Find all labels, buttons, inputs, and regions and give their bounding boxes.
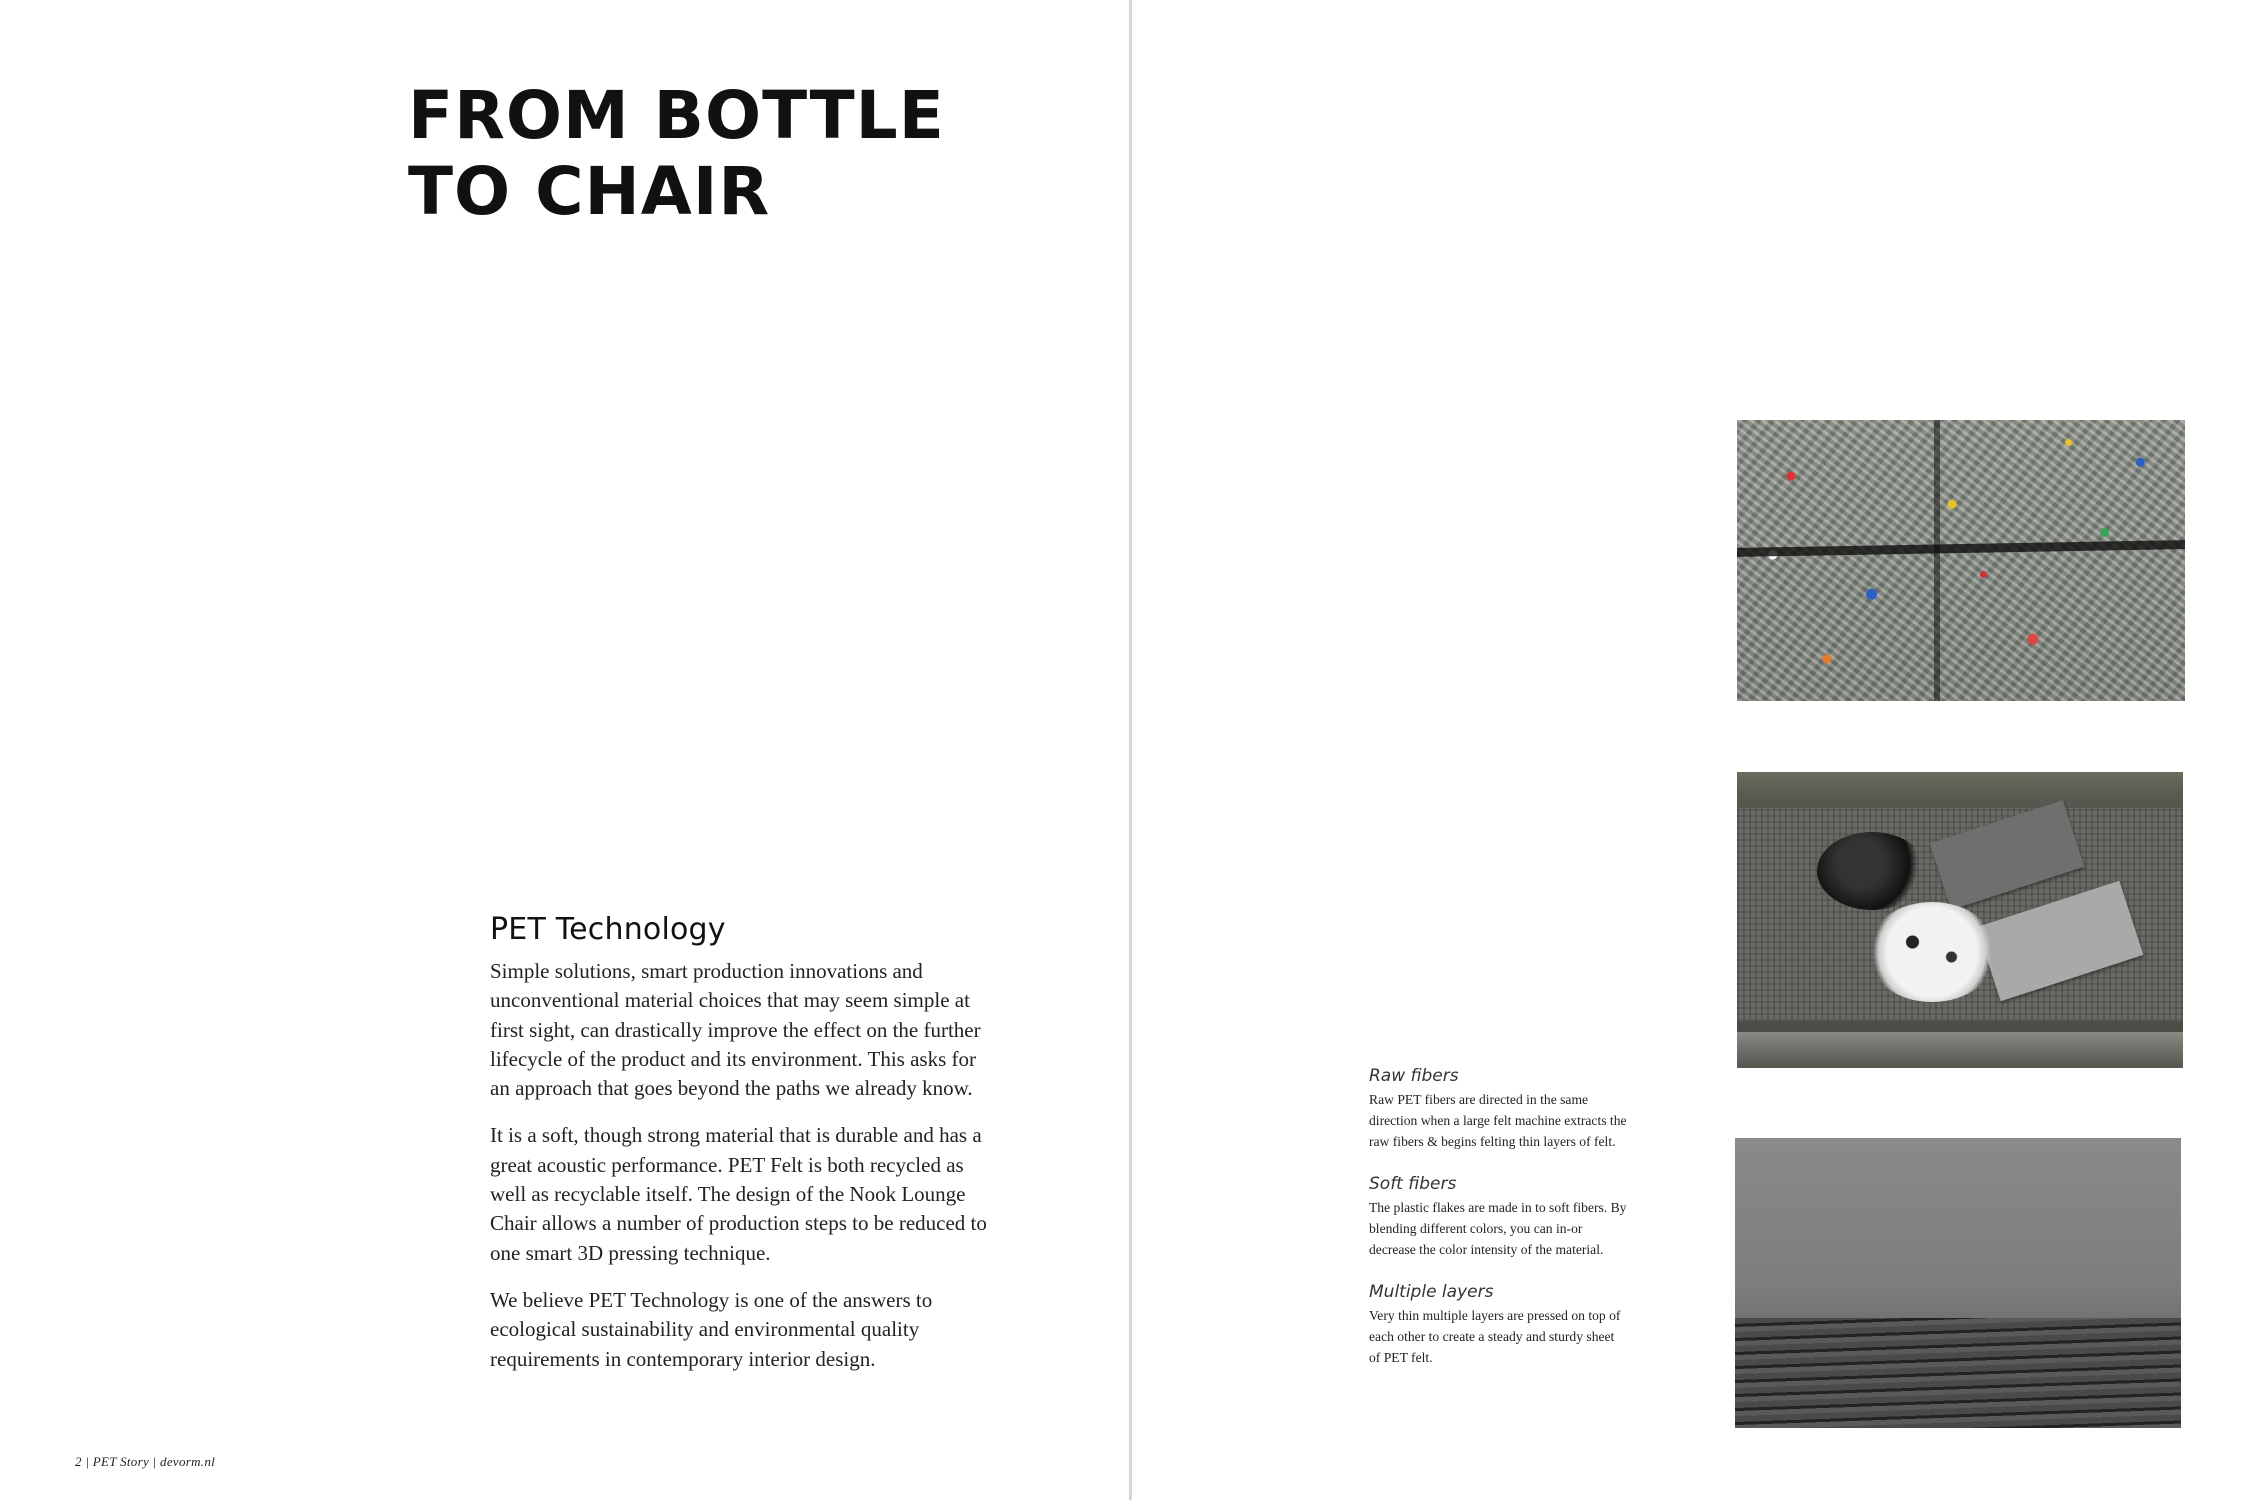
process-captions	[1369, 1066, 1629, 1390]
page-gutter-divider	[1129, 0, 1132, 1500]
caption-text: Very thin multiple layers are pressed on top of each other to create a steady and sturdy sheet of PET felt.	[1369, 1308, 1621, 1365]
page-title	[408, 78, 1108, 230]
caption-raw-fibers	[1369, 1066, 1629, 1152]
caption-title: Raw fibers	[1369, 1066, 1459, 1086]
caption-text: The plastic flakes are made in to soft fibers. By blending different colors, you can in-or decrease the color intensity of the material.	[1369, 1200, 1627, 1257]
paragraph-1: Simple solutions, smart production innovations and unconventional material choices that may seem simple at first sight, can drastically improve the effect on the further lifecycle of the product and its environment. This asks for an approach that goes beyond the paths we already know.	[490, 959, 981, 1101]
fibers-and-felt-photo	[1737, 772, 2183, 1068]
machine-rail	[1737, 1032, 2183, 1068]
paragraph-2: It is a soft, though strong material that is durable and has a great acoustic performance. PET Felt is both recycled as well as recyclable itself. The design of the Nook Lounge Chair allows a number of production steps to be reduced to one smart 3D pressing technique.	[490, 1123, 987, 1265]
page-footer: 2 | PET Story | devorm.nl	[75, 1454, 216, 1469]
caption-title: Multiple layers	[1369, 1282, 1494, 1302]
paragraph-3: We believe PET Technology is one of the answers to ecological sustainability and environmental quality requirements in contemporary interior design.	[490, 1287, 933, 1371]
bale-seam	[1934, 420, 1940, 701]
caption-multiple-layers	[1369, 1282, 1629, 1368]
bale-gap	[1737, 540, 2185, 557]
caption-title: Soft fibers	[1369, 1174, 1457, 1194]
felt-layers-photo	[1735, 1138, 2181, 1428]
felt-layer-stack	[1735, 1318, 2181, 1428]
caption-soft-fibers	[1369, 1174, 1629, 1260]
title-line-1: FROM BOTTLE	[408, 77, 945, 154]
section-heading: PET Technology	[490, 912, 726, 947]
black-fiber-tuft	[1817, 832, 1927, 910]
pet-technology-section	[490, 912, 990, 1392]
title-line-2: TO CHAIR	[408, 153, 771, 230]
white-fiber-tuft	[1867, 902, 1997, 1002]
caption-text: Raw PET fibers are directed in the same direction when a large felt machine extracts the raw fibers & begins felting thin layers of felt.	[1369, 1092, 1627, 1149]
compressed-bottles-photo	[1737, 420, 2185, 701]
